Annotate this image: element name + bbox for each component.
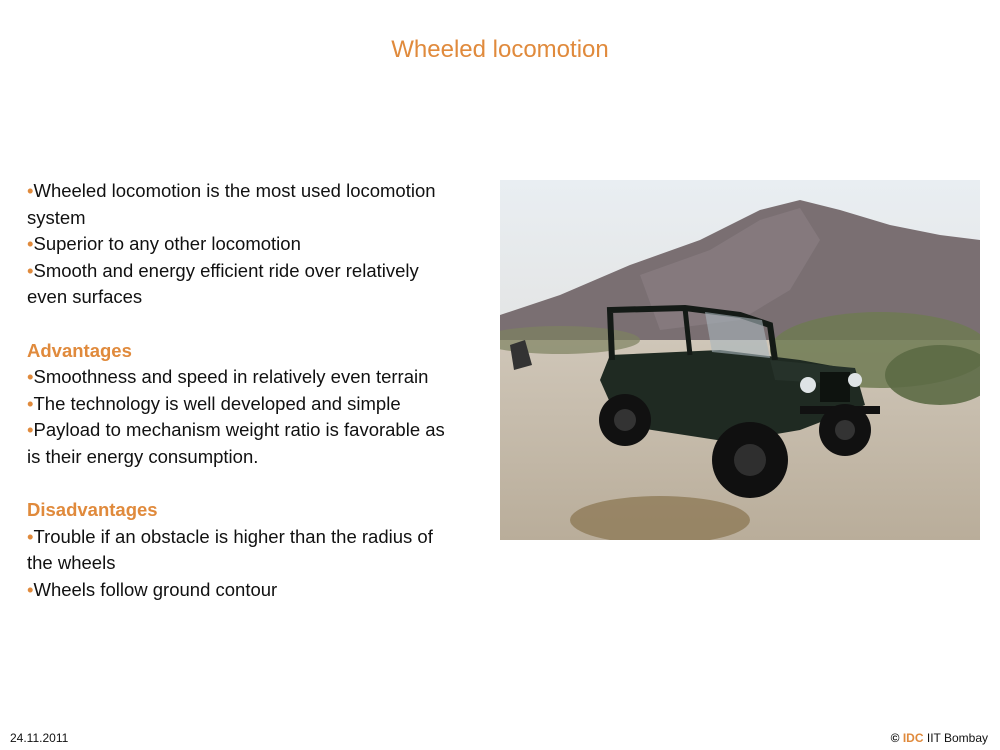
jeep-illustration: [500, 180, 980, 540]
bullet-marker: •: [27, 578, 34, 600]
bullet-line: •Trouble if an obstacle is higher than the radius of: [27, 525, 433, 547]
slide-body: [27, 178, 497, 604]
footer-brand: [891, 731, 988, 745]
bullet-line: •Payload to mechanism weight ratio is favorable as: [27, 419, 445, 441]
bullet-line: •Wheels follow ground contour: [27, 578, 278, 600]
org-name: IIT Bombay: [926, 731, 988, 745]
bullet-line: •Superior to any other locomotion: [27, 233, 301, 255]
continuation-line: system: [27, 206, 86, 228]
bullet-marker: •: [27, 525, 34, 547]
bullet-marker: •: [27, 366, 34, 388]
bullet-marker: •: [27, 392, 34, 414]
bullet-line: •Wheeled locomotion is the most used locomotion: [27, 180, 436, 201]
bullet-marker: •: [27, 259, 34, 281]
copyright-icon: ©: [890, 731, 900, 745]
disadvantages-heading: Disadvantages: [27, 499, 158, 521]
bullet-marker: •: [27, 233, 34, 255]
jeep-photo: [500, 180, 980, 540]
slide-title: Wheeled locomotion: [391, 36, 609, 63]
spacer: [27, 311, 497, 338]
continuation-line: is their energy consumption.: [27, 445, 259, 467]
bullet-marker: •: [27, 419, 34, 441]
bullet-line: •Smoothness and speed in relatively even terrain: [27, 366, 429, 388]
continuation-line: even surfaces: [27, 286, 143, 308]
org-short: IDC: [902, 731, 924, 745]
footer-date: 24.11.2011: [10, 731, 69, 745]
bullet-line: •The technology is well developed and simple: [27, 392, 401, 414]
advantages-heading: Advantages: [27, 339, 132, 361]
bullet-line: •Smooth and energy efficient ride over relatively: [27, 259, 419, 281]
continuation-line: the wheels: [27, 552, 116, 574]
bullet-marker: •: [27, 180, 34, 201]
spacer: [27, 471, 497, 498]
